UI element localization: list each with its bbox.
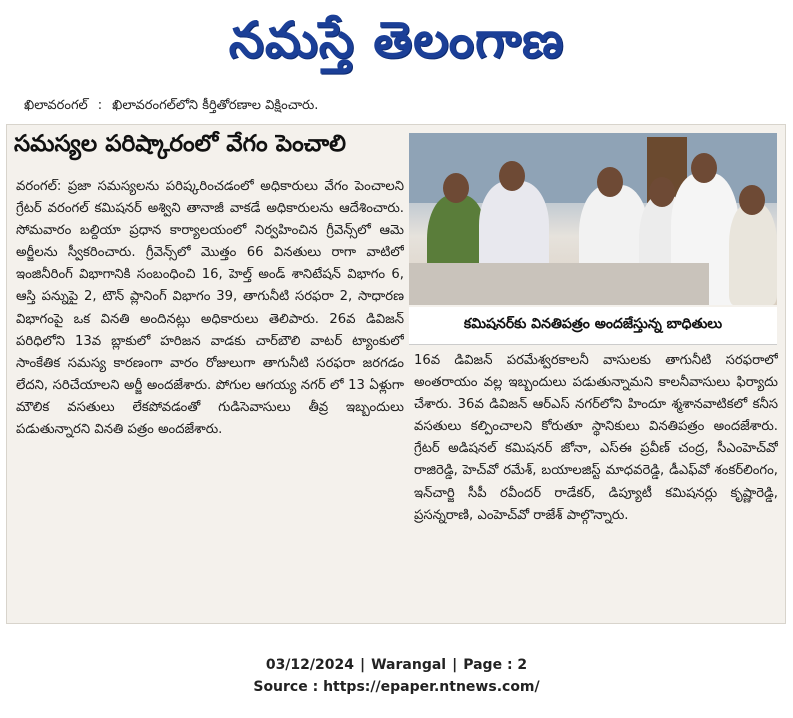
photo-caption: కమిషనర్‌కు వినతిపత్రం అందజేస్తున్న బాధితులు (409, 307, 777, 345)
news-photo (409, 133, 777, 305)
footer-source: Source : https://epaper.ntnews.com/ (253, 679, 540, 695)
article-body-right: 16వ డివిజన్‌ పరమేశ్వరకాలనీ వాసులకు తాగునీటి సరఫరాలో అంతరాయం వల్ల ఇబ్బందులు పడుతున్నామని కాలనీవాసులు ఫిర్యాదు చేశారు. 36వ డివిజన్‌ ఆర్‌ఎస్‌ నగర్‌లోని హిందూ శ్మశానవాటికలో కనీస వసతులు కల్పించాలని కోరుతూ స్థానికులు వినతిపత్రం అందజేశారు. గ్రేటర్‌ అడిషనల్‌ కమిషనర్‌ జోనా, ఎస్‌ఈ ప్రవీణ్‌ చంద్ర, సీఎంహెచ్‌వో రాజిరెడ్డి, హెచ్‌వో రమేశ్‌, బయాలజిస్ట్‌ మాధవరెడ్డి, డీఎఫ్‌వో శంకర్‌లింగం, ఇన్‌చార్జి సీపీ రవీందర్‌ రాడేకర్‌, డిప్యూటీ కమిషనర్లు కృష్ణారెడ్డి, ప్రసన్నరాణి, ఎంహెచ్‌వో రాజేశ్‌ పాల్గొన్నారు. (414, 353, 778, 523)
newspaper-title: నమస్తే తెలంగాణ (228, 10, 565, 69)
section-text: ఖిలావరంగల్‌లోని కీర్తితోరణాల విక్షించారు. (112, 98, 319, 113)
footer-separator: | (359, 657, 366, 673)
article-headline: సమస్యల పరిష్కారంలో వేగం పెంచాలి (14, 131, 346, 157)
footer-meta (0, 654, 793, 676)
section-place: ఖిలావరంగల్ (24, 98, 88, 113)
article-body-left: వరంగల్‌: ప్రజా సమస్యలను పరిష్కరించడంలో అధికారులు వేగం పెంచాలని గ్రేటర్‌ వరంగల్‌ కమిషనర్‌ అశ్విని తానాజీ వాకడే అధికారులను ఆదేశించారు. సోమవారం బల్దియా ప్రధాన కార్యాలయంలో నిర్వహించిన గ్రీవెన్స్‌లో ఆమె అర్జీలను స్వీకరించారు. గ్రీవెన్స్‌లో మొత్తం 66 వినతులు రాగా వాటిలో ఇంజినీరింగ్‌ విభాగానికి సంబంధించి 16, హెల్త్‌ అండ్‌ శానిటేషన్‌ విభాగం 6, ఆస్తి పన్నుపై 2, టౌన్‌ ప్లానింగ్‌ విభాగం 39, తాగునీటి సరఫరా 2, సాధారణ విభాగంపై ఒక వినతి అందినట్లు అధికారులు తెలిపారు. 26వ డివిజన్‌ పరిధిలోని 13వ బ్లాకులో హరిజన వాడకు చార్‌బౌలి వాటర్‌ ట్యాంకులో సాంకేతిక సమస్య కారణంగా వారం రోజులుగా తాగునీటి సరఫరా జరగడం లేదని, సరిచేయాలని అర్జీ అందజేశారు. పోగుల ఆగయ్య నగర్‌ లో 13 ఏళ్లుగా మౌలిక వసతులు లేకపోవడంతో గుడిసెవాసులు తీవ్ర ఇబ్బందులు పడుతున్నారని వినతి పత్రం అందజేశారు. (16, 179, 404, 438)
footer-page: Page : 2 (463, 657, 528, 673)
section-line (24, 98, 784, 120)
footer-separator: | (452, 657, 458, 673)
footer (0, 654, 793, 704)
footer-date: 03/12/2024 (265, 657, 354, 673)
footer-city: Warangal (371, 657, 447, 673)
section-colon: : (97, 98, 103, 113)
masthead (0, 0, 793, 92)
